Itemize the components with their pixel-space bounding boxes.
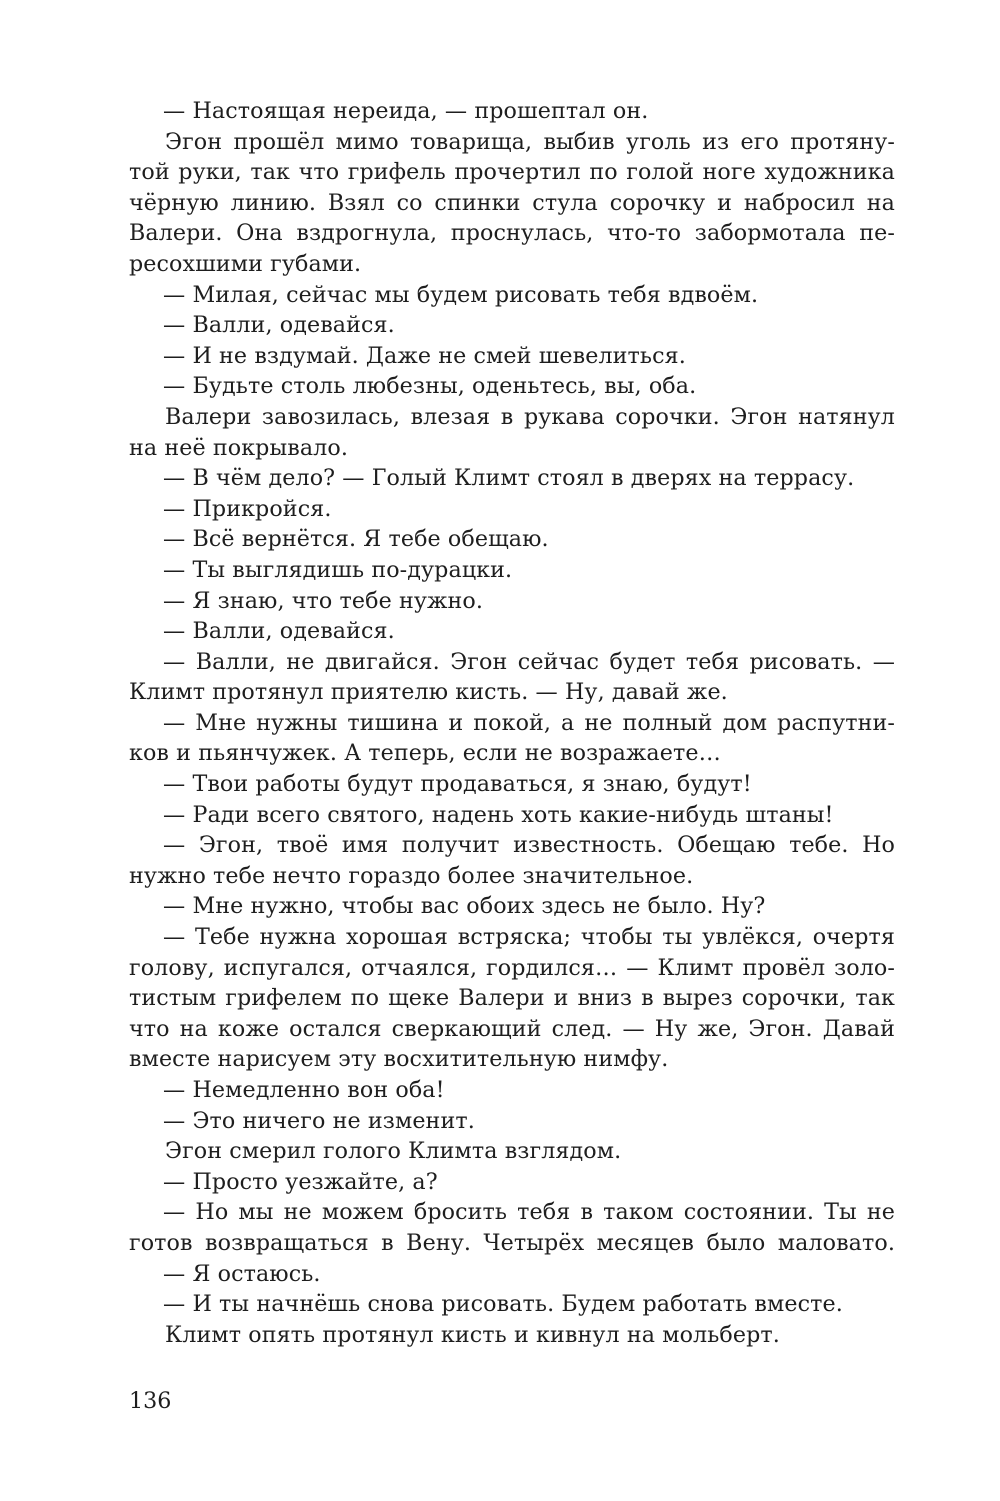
text-line: — Твои работы будут продаваться, я знаю, будут! (163, 771, 752, 798)
text-line: — Милая, сейчас мы будем рисовать тебя вдвоём. (163, 281, 759, 308)
text-line: ков и пьянчужек. А теперь, если не возражаете… (129, 740, 721, 767)
text-line: готов возвращаться в Вену. Четырёх месяцев было маловато. (129, 1229, 895, 1256)
text-line: чёрную линию. Взял со спинки стула сорочку и набросил на (129, 189, 895, 216)
text-line: — Мне нужны тишина и покой, а не полный дом распутни- (163, 709, 895, 736)
text-line: — Ты выглядишь по-дурацки. (163, 556, 513, 583)
text-line: — Прикройся. (163, 495, 332, 522)
text-line: Климт протянул приятелю кисть. — Ну, давай же. (129, 679, 728, 706)
text-line: — Валли, не двигайся. Эгон сейчас будет тебя рисовать. — (163, 648, 895, 675)
text-line: голову, испугался, отчаялся, гордился… — Климт провёл золо- (129, 954, 895, 981)
text-line: — Мне нужно, чтобы вас обоих здесь не было. Ну? (163, 893, 766, 920)
text-line: — Я знаю, что тебе нужно. (163, 587, 484, 614)
text-line: — И ты начнёшь снова рисовать. Будем работать вместе. (163, 1291, 843, 1318)
text-line: — Эгон, твоё имя получит известность. Обещаю тебе. Но (163, 832, 895, 859)
text-line: ресохшими губами. (129, 250, 362, 277)
text-line: — Всё вернётся. Я тебе обещаю. (163, 526, 549, 553)
text-line: — Тебе нужна хорошая встряска; чтобы ты увлёкся, очертя (163, 924, 895, 951)
text-line: — И не вздумай. Даже не смей шевелиться. (163, 342, 686, 369)
text-line: — Валли, одевайся. (163, 618, 395, 645)
text-line: — Просто уезжайте, а? (163, 1168, 438, 1195)
text-line: — Но мы не можем бросить тебя в таком состоянии. Ты не (163, 1199, 895, 1226)
text-line: той руки, так что грифель прочертил по голой ноге художника (129, 159, 895, 186)
text-line: — Будьте столь любезны, оденьтесь, вы, оба. (163, 373, 697, 400)
text-line: вместе нарисуем эту восхитительную нимфу. (129, 1046, 669, 1073)
text-line: — Настоящая нереида, — прошептал он. (163, 98, 649, 124)
body-text (129, 96, 895, 1350)
text-line: Климт опять протянул кисть и кивнул на мольберт. (165, 1321, 780, 1348)
text-line: — Ради всего святого, надень хоть какие-нибудь штаны! (163, 801, 834, 828)
text-line: тистым грифелем по щеке Валери и вниз в вырез сорочки, так (129, 985, 895, 1012)
text-line: Валери. Она вздрогнула, проснулась, что-то забормотала пе- (129, 220, 895, 247)
text-line: на неё покрывало. (129, 434, 348, 461)
text-line: Валери завозилась, влезая в рукава сорочки. Эгон натянул (165, 403, 895, 430)
text-line: — В чём дело? — Голый Климт стоял в дверях на террасу. (163, 465, 855, 492)
text-line: — Валли, одевайся. (163, 312, 395, 339)
text-line: нужно тебе нечто гораздо более значительное. (129, 862, 694, 889)
text-line: — Немедленно вон оба! (163, 1077, 445, 1103)
text-line: что на коже остался сверкающий след. — Ну же, Эгон. Давай (129, 1015, 895, 1042)
page-number: 136 (129, 1388, 172, 1414)
text-line: Эгон прошёл мимо товарища, выбив уголь из его протяну- (165, 128, 895, 155)
text-line: — Я остаюсь. (163, 1260, 321, 1287)
text-line: Эгон смерил голого Климта взглядом. (165, 1138, 622, 1165)
text-line: — Это ничего не изменит. (163, 1107, 475, 1134)
